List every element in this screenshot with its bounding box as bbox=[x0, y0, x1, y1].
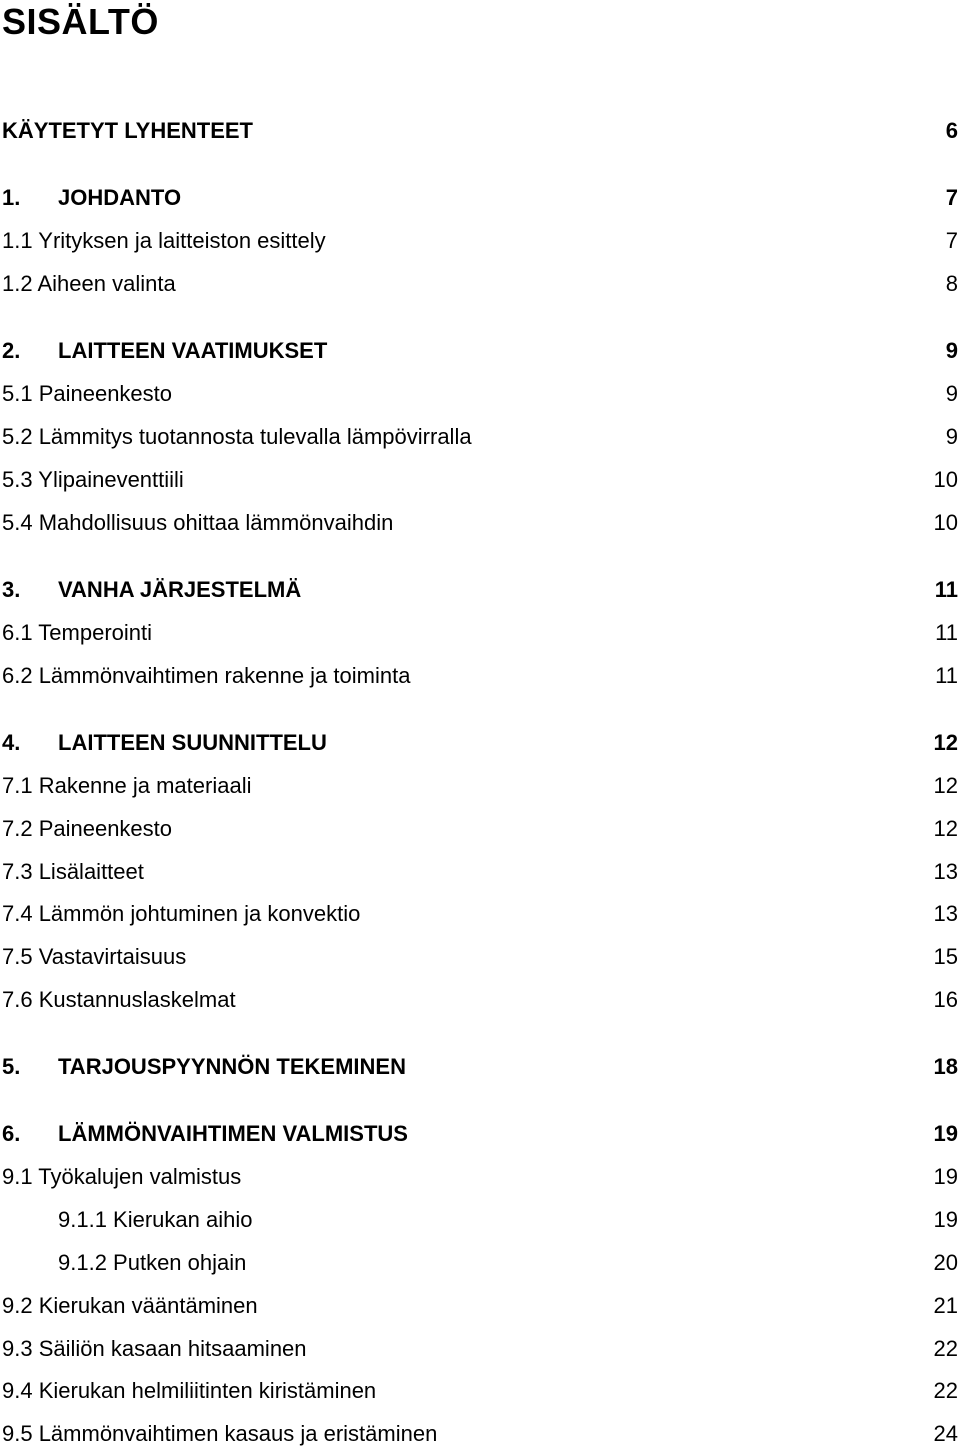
toc-entry-section-2-1[interactable] bbox=[0, 379, 960, 409]
toc-entry-label: 9.5 Lämmönvaihtimen kasaus ja eristäminen bbox=[2, 1421, 438, 1446]
toc-entry-label: 7.2 Paineenkesto bbox=[2, 816, 173, 841]
toc-page-number: 15 bbox=[933, 944, 958, 969]
toc-entry-label: VANHA JÄRJESTELMÄ bbox=[58, 577, 302, 602]
toc-entry-label: 7.6 Kustannuslaskelmat bbox=[2, 987, 236, 1012]
toc-page-number: 7 bbox=[945, 185, 958, 210]
toc-entry-label: 6.2 Lämmönvaihtimen rakenne ja toiminta bbox=[2, 663, 411, 688]
toc-section-number: 3. bbox=[2, 577, 21, 602]
toc-page-number: 6 bbox=[945, 118, 958, 143]
toc-page-number: 10 bbox=[933, 510, 958, 535]
toc-page-number: 12 bbox=[933, 816, 958, 841]
toc-page-number: 18 bbox=[933, 1054, 958, 1079]
toc-page-number: 22 bbox=[933, 1378, 958, 1403]
toc-entry-label: 9.1 Työkalujen valmistus bbox=[2, 1164, 242, 1189]
toc-entry-section-2-3[interactable] bbox=[0, 465, 960, 495]
toc-entry-abbreviations[interactable] bbox=[0, 116, 960, 146]
toc-entry-section-4-6[interactable] bbox=[0, 985, 960, 1015]
page-title: SISÄLTÖ bbox=[2, 1, 159, 42]
toc-entry-label: LAITTEEN SUUNNITTELU bbox=[58, 730, 327, 755]
toc-entry-label: 9.3 Säiliön kasaan hitsaaminen bbox=[2, 1336, 307, 1361]
toc-entry-section-6-3[interactable] bbox=[0, 1334, 960, 1364]
toc-entry-section-3[interactable] bbox=[0, 575, 960, 605]
toc-entry-label: 5.4 Mahdollisuus ohittaa lämmönvaihdin bbox=[2, 510, 394, 535]
toc-entry-section-3-1[interactable] bbox=[0, 618, 960, 648]
toc-entry-section-3-2[interactable] bbox=[0, 661, 960, 691]
toc-page-number: 8 bbox=[945, 271, 958, 296]
toc-entry-section-6-1-2[interactable] bbox=[0, 1248, 960, 1278]
toc-page-number: 12 bbox=[933, 773, 958, 798]
toc-page-number: 7 bbox=[945, 228, 958, 253]
toc-entry-section-4-4[interactable] bbox=[0, 899, 960, 929]
toc-entry-section-1-2[interactable] bbox=[0, 269, 960, 299]
toc-entry-label: KÄYTETYT LYHENTEET bbox=[2, 118, 253, 143]
toc-entry-section-2-4[interactable] bbox=[0, 508, 960, 538]
toc-entry-section-6-5[interactable] bbox=[0, 1419, 960, 1449]
toc-entry-label: JOHDANTO bbox=[58, 185, 182, 210]
toc-entry-label: 1.1 Yrityksen ja laitteiston esittely bbox=[2, 228, 326, 253]
toc-entry-section-6-2[interactable] bbox=[0, 1291, 960, 1321]
toc-entry-section-1[interactable] bbox=[0, 183, 960, 213]
toc-entry-label: 5.3 Ylipaineventtiili bbox=[2, 467, 184, 492]
toc-entry-section-4-1[interactable] bbox=[0, 771, 960, 801]
toc-entry-label: 5.2 Lämmitys tuotannosta tulevalla lämpövirralla bbox=[2, 424, 472, 449]
toc-entry-label: TARJOUSPYYNNÖN TEKEMINEN bbox=[58, 1054, 406, 1079]
toc-section-number: 5. bbox=[2, 1054, 21, 1079]
toc-entry-section-4-3[interactable] bbox=[0, 857, 960, 887]
toc-page-number: 11 bbox=[935, 620, 958, 645]
toc-entry-section-6-4[interactable] bbox=[0, 1376, 960, 1406]
toc-page-number: 12 bbox=[933, 730, 958, 755]
toc-entry-label: 7.3 Lisälaitteet bbox=[2, 859, 144, 884]
toc-entry-label: 1.2 Aiheen valinta bbox=[2, 271, 176, 296]
toc-page-number: 9 bbox=[945, 424, 958, 449]
toc-entry-section-2-2[interactable] bbox=[0, 422, 960, 452]
toc-page-number: 24 bbox=[933, 1421, 958, 1446]
toc-page-number: 19 bbox=[933, 1164, 958, 1189]
toc-entry-label: 7.1 Rakenne ja materiaali bbox=[2, 773, 252, 798]
toc-page-number: 16 bbox=[933, 987, 958, 1012]
toc-entry-section-4-5[interactable] bbox=[0, 942, 960, 972]
toc-entry-section-2[interactable] bbox=[0, 336, 960, 366]
toc-entry-label: 6.1 Temperointi bbox=[2, 620, 153, 645]
toc-section-number: 2. bbox=[2, 338, 21, 363]
toc-entry-label: 9.4 Kierukan helmiliitinten kiristäminen bbox=[2, 1378, 377, 1403]
toc-page-number: 9 bbox=[945, 381, 958, 406]
toc-entry-label: 9.1.1 Kierukan aihio bbox=[58, 1207, 253, 1232]
toc-page-number: 10 bbox=[933, 467, 958, 492]
toc-entry-section-5[interactable] bbox=[0, 1052, 960, 1082]
toc-entry-label: LAITTEEN VAATIMUKSET bbox=[58, 338, 328, 363]
toc-page-number: 13 bbox=[933, 859, 958, 884]
toc-entry-label: 7.5 Vastavirtaisuus bbox=[2, 944, 187, 969]
toc-entry-label: LÄMMÖNVAIHTIMEN VALMISTUS bbox=[58, 1121, 408, 1146]
toc-entry-label: 9.2 Kierukan vääntäminen bbox=[2, 1293, 258, 1318]
toc-section-number: 1. bbox=[2, 185, 21, 210]
toc-section-number: 6. bbox=[2, 1121, 21, 1146]
toc-page-number: 13 bbox=[933, 901, 958, 926]
toc-page-number: 21 bbox=[933, 1293, 958, 1318]
toc-entry-label: 9.1.2 Putken ohjain bbox=[58, 1250, 247, 1275]
toc-page-number: 19 bbox=[933, 1207, 958, 1232]
toc-entry-label: 7.4 Lämmön johtuminen ja konvektio bbox=[2, 901, 361, 926]
toc-entry-section-6-1[interactable] bbox=[0, 1162, 960, 1192]
toc-page-number: 19 bbox=[933, 1121, 958, 1146]
toc-entry-label: 5.1 Paineenkesto bbox=[2, 381, 173, 406]
toc-section-number: 4. bbox=[2, 730, 21, 755]
toc-entry-section-6[interactable] bbox=[0, 1119, 960, 1149]
toc-page-number: 22 bbox=[933, 1336, 958, 1361]
toc-page-number: 11 bbox=[934, 577, 958, 602]
toc-entry-section-4-2[interactable] bbox=[0, 814, 960, 844]
toc-entry-section-6-1-1[interactable] bbox=[0, 1205, 960, 1235]
toc-page-number: 20 bbox=[933, 1250, 958, 1275]
toc-page-number: 11 bbox=[935, 663, 958, 688]
toc-entry-section-1-1[interactable] bbox=[0, 226, 960, 256]
toc-page-number: 9 bbox=[945, 338, 958, 363]
toc-entry-section-4[interactable] bbox=[0, 728, 960, 758]
